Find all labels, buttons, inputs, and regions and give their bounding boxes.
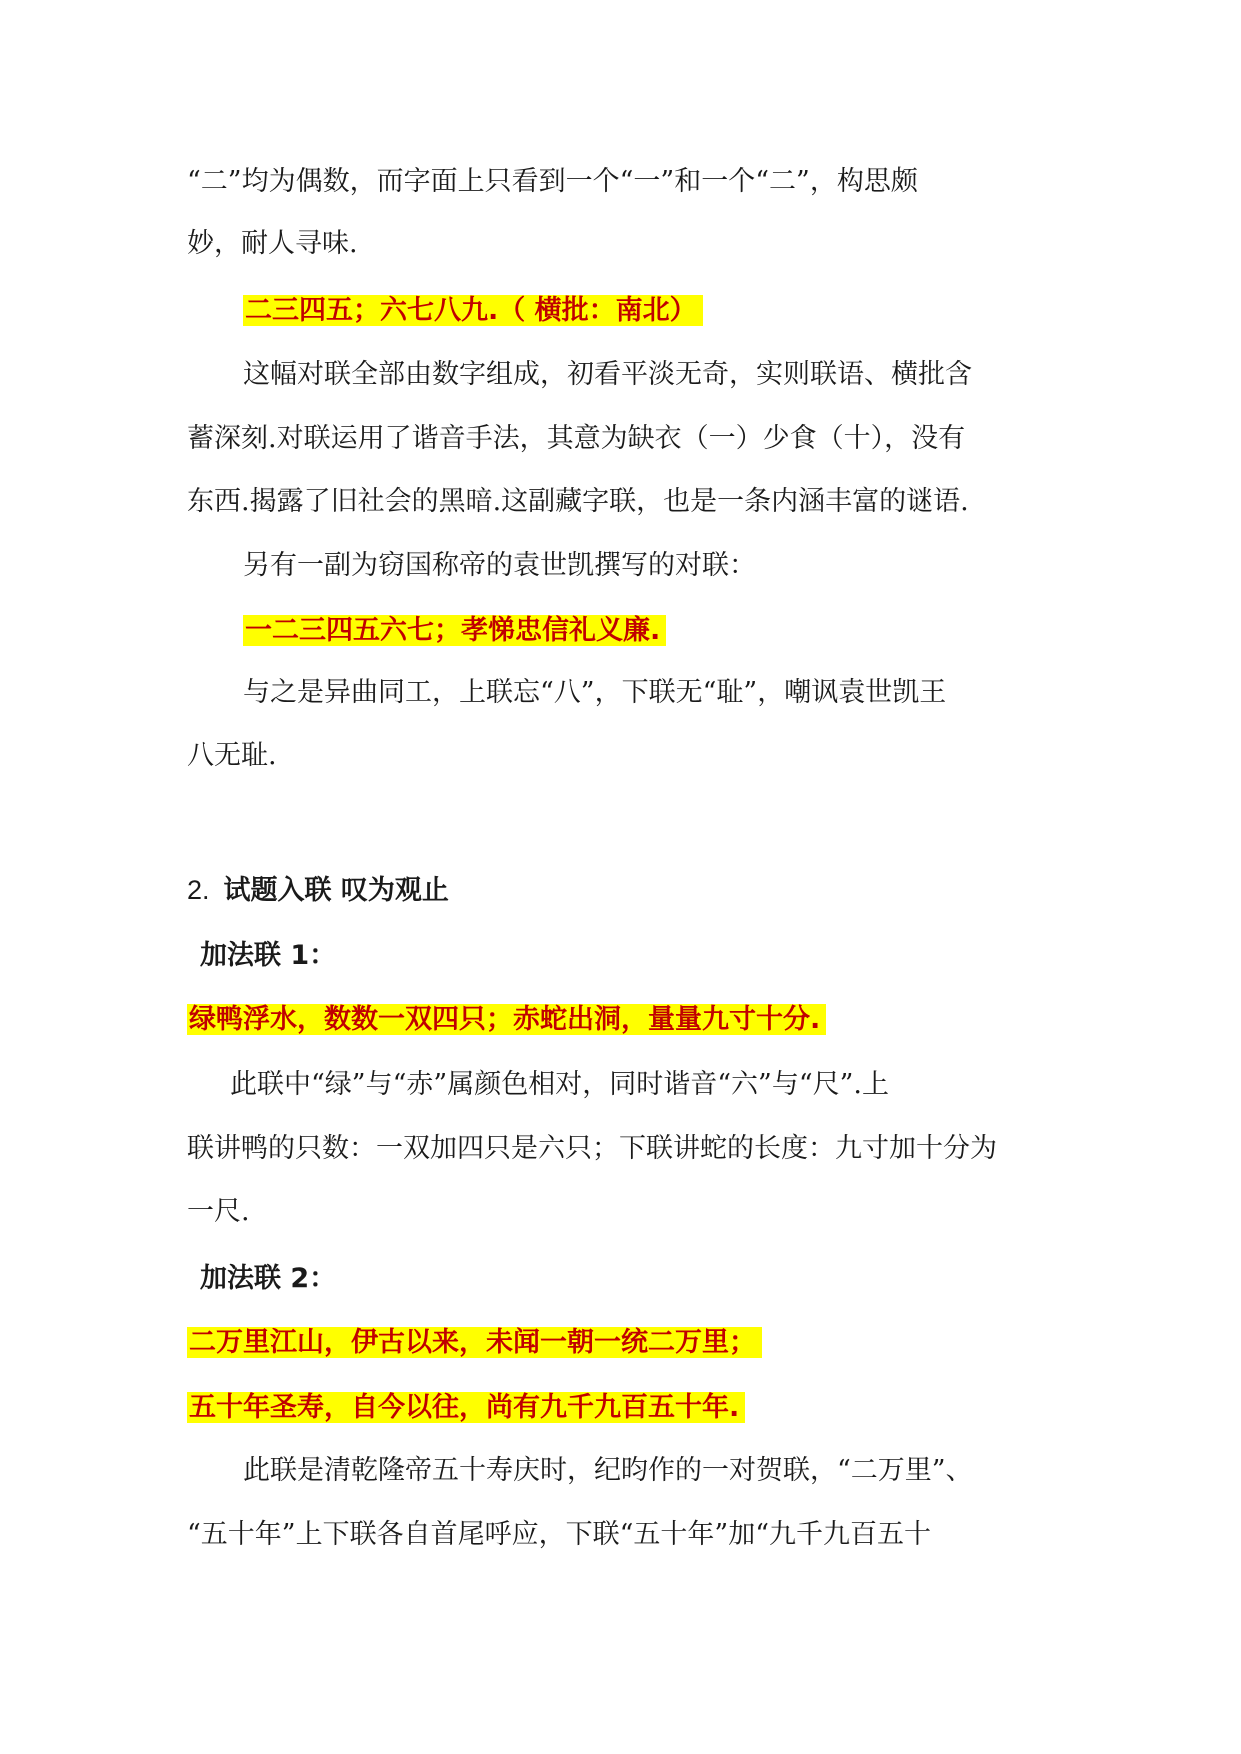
highlighted-couplet — [187, 1390, 745, 1426]
paragraph-line: 这幅对联全部由数字组成，初看平淡无奇，实则联语、横批含 — [243, 359, 972, 390]
couplet-text: 一二三四五六七；孝悌忠信礼义廉. — [243, 615, 666, 646]
paragraph-line: 此联中“绿”与“赤”属颜色相对，同时谐音“六”与“尺”.上 — [230, 1069, 890, 1100]
paragraph-line: “二”均为偶数，而字面上只看到一个“一”和一个“二”，构思颇 — [187, 166, 918, 197]
paragraph-line: 妙，耐人寻味. — [187, 228, 358, 259]
paragraph-line: 与之是异曲同工，上联忘“八”，下联无“耻”，嘲讽袁世凯王 — [243, 677, 947, 708]
highlighted-couplet — [187, 1002, 826, 1038]
paragraph-line: 蓄深刻.对联运用了谐音手法，其意为缺衣（一）少食（十），没有 — [187, 423, 966, 454]
paragraph-line: 八无耻. — [187, 740, 277, 771]
paragraph-line: 东西.揭露了旧社会的黑暗.这副藏字联，也是一条内涵丰富的谜语. — [187, 486, 969, 517]
paragraph-line: 联讲鸭的只数：一双加四只是六只；下联讲蛇的长度：九寸加十分为 — [187, 1133, 997, 1164]
paragraph-line: 一尺. — [187, 1196, 250, 1227]
subheading: 加法联 1： — [200, 940, 337, 971]
couplet-text: 绿鸭浮水，数数一双四只；赤蛇出洞，量量九寸十分. — [187, 1004, 826, 1035]
couplet-text: 二三四五；六七八九.（ 横批：南北） — [243, 295, 703, 326]
couplet-text: 五十年圣寿，自今以往，尚有九千九百五十年. — [187, 1392, 745, 1423]
section-heading — [187, 872, 449, 908]
subheading: 加法联 2： — [200, 1263, 337, 1294]
couplet-text: 二万里江山，伊古以来，未闻一朝一统二万里； — [187, 1327, 762, 1358]
section-number: 2. — [187, 875, 210, 905]
highlighted-couplet — [243, 613, 666, 649]
highlighted-couplet — [243, 293, 703, 329]
paragraph-line: “五十年”上下联各自首尾呼应，下联“五十年”加“九千九百五十 — [187, 1519, 932, 1550]
highlighted-couplet — [187, 1325, 762, 1361]
section-title: 试题入联 叹为观止 — [223, 875, 449, 906]
paragraph-line: 此联是清乾隆帝五十寿庆时，纪昀作的一对贺联，“二万里”、 — [243, 1455, 973, 1486]
paragraph-line: 另有一副为窃国称帝的袁世凯撰写的对联： — [243, 550, 756, 581]
